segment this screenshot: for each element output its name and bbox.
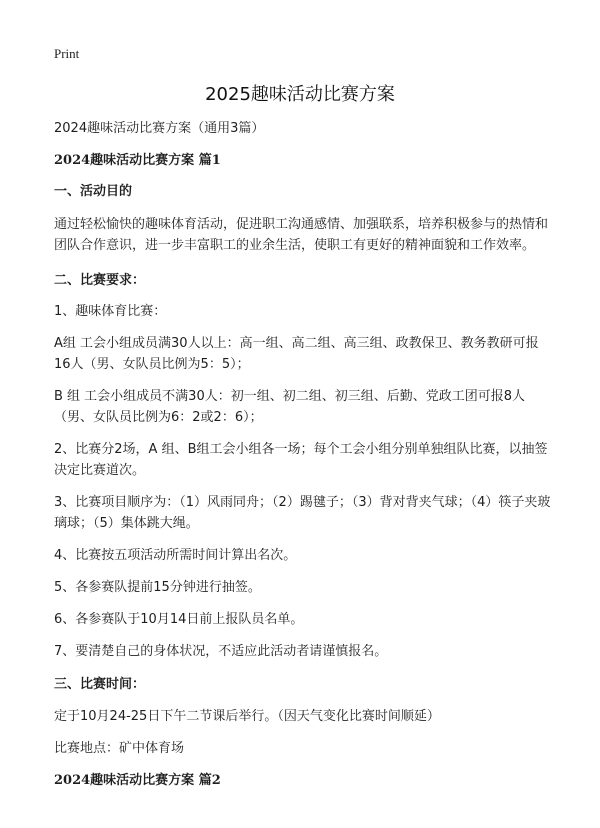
requirement-6: 6、各参赛队于10月14日前上报队员名单。: [54, 612, 304, 627]
group-a-paragraph: A组 工会小组成员满30人以上：高一组、高二组、高三组、政教保卫、教务教研可报16人（男、女队员比例为5：5）；: [54, 336, 539, 372]
section1-paragraph: 通过轻松愉快的趣味体育活动，促进职工沟通感情、加强联系，培养积极参与的热情和团队合作意识，进一步丰富职工的业余生活，使职工有更好的精神面貌和工作效率。: [54, 217, 549, 253]
venue-paragraph: 比赛地点：矿中体育场: [54, 741, 185, 756]
time-paragraph: 定于10月24-25日下午二节课后举行。（因天气变化比赛时间顺延）: [54, 709, 440, 724]
group-b-paragraph: B 组 工会小组成员不满30人：初一组、初二组、初三组、后勤、党政工团可报8人（男、女队员比例为6：2或2：6）；: [54, 389, 525, 425]
requirement-7: 7、要清楚自己的身体状况，不适应此活动者请谨慎报名。: [54, 644, 388, 659]
requirement-3: 3、比赛项目顺序为：（1）风雨同舟；（2）踢毽子；（3）背对背夹气球；（4）筷子夹玻璃球；（5）集体跳大绳。: [54, 495, 551, 531]
document-subtitle: 2024趣味活动比赛方案（通用3篇）: [54, 121, 265, 136]
section2-heading: 二、比赛要求：: [54, 273, 146, 288]
requirement-1: 1、趣味体育比赛：: [54, 304, 167, 319]
requirement-2: 2、比赛分2场，A 组、B组工会小组各一场；每个工会小组分别单独组队比赛，以抽签决定比赛道次。: [54, 442, 548, 478]
requirement-4: 4、比赛按五项活动所需时间计算出名次。: [54, 548, 297, 563]
part1-heading: 2024趣味活动比赛方案 篇1: [54, 153, 221, 168]
requirement-5: 5、各参赛队提前15分钟进行抽签。: [54, 580, 261, 595]
section1-heading: 一、活动目的: [54, 184, 133, 199]
part2-heading: 2024趣味活动比赛方案 篇2: [54, 773, 221, 788]
print-label: Print: [54, 46, 80, 61]
page-title: 2025趣味活动比赛方案: [205, 84, 395, 105]
section3-heading: 三、比赛时间：: [54, 677, 146, 692]
document-body: [54, 118, 554, 791]
